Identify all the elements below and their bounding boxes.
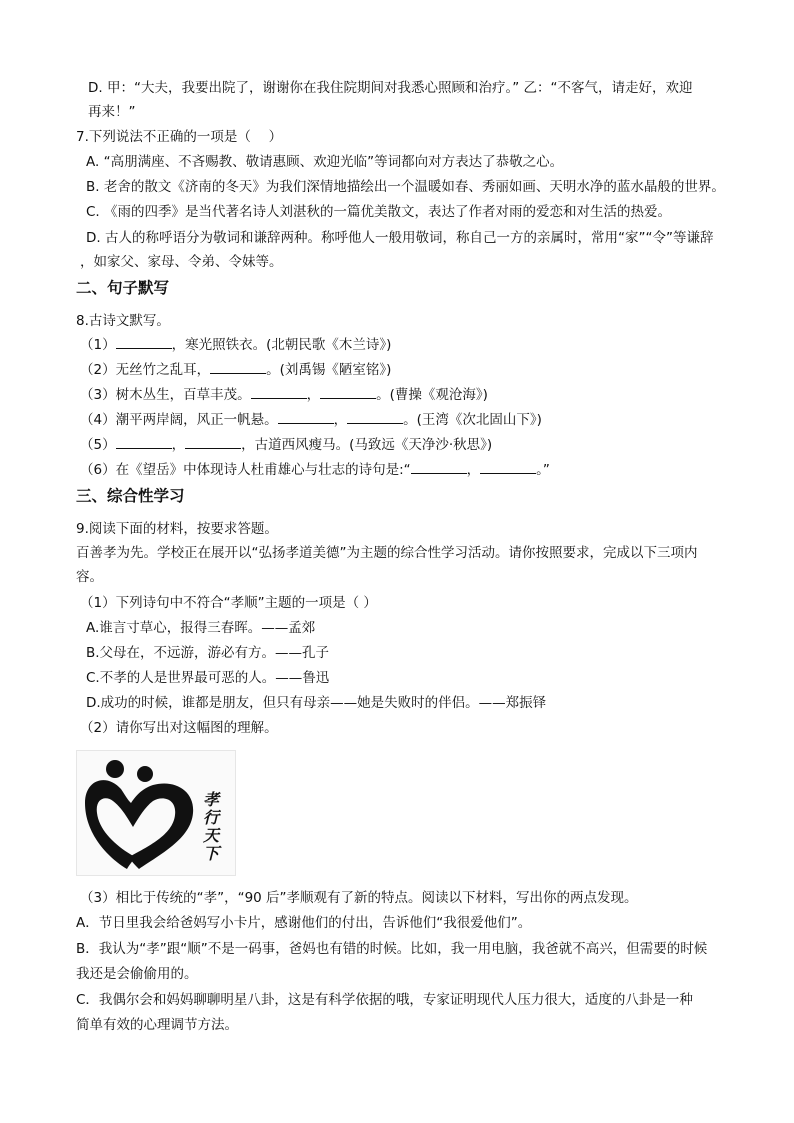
q9-part1-option-a: A.谁言寸草心，报得三春晖。——孟郊 xyxy=(86,620,316,636)
q8-item-1: （1） ，寒光照铁衣。(北朝民歌《木兰诗》) xyxy=(80,337,392,353)
q9-part3-material-a: A．节日里我会给爸妈写小卡片，感谢他们的付出，告诉他们“我很爱他们”。 xyxy=(76,915,532,931)
answer-blank[interactable] xyxy=(185,435,241,449)
answer-blank[interactable] xyxy=(278,410,334,424)
q8-item-2: （2）无丝竹之乱耳， 。(刘禹锡《陋室铭》) xyxy=(80,362,392,378)
answer-blank[interactable] xyxy=(347,410,403,424)
answer-blank[interactable] xyxy=(251,385,307,399)
filial-piety-logo-image xyxy=(76,750,236,876)
q7-option-a: A. “高朋满座、不吝赐教、敬请惠顾、欢迎光临”等词都向对方表达了恭敬之心。 xyxy=(86,154,564,170)
q6-option-d-line2: 再来！” xyxy=(88,104,136,120)
q9-part3-material-c-line1: C．我偶尔会和妈妈聊聊明星八卦，这是有科学依据的哦，专家证明现代人压力很大，适度的八卦是一种 xyxy=(76,992,693,1008)
q9-stem: 9.阅读下面的材料，按要求答题。 xyxy=(76,521,278,537)
q9-part1-option-d: D.成功的时候，谁都是朋友，但只有母亲——她是失败时的伴侣。——郑振铎 xyxy=(86,695,547,711)
q9-part3-material-c-line2: 简单有效的心理调节方法。 xyxy=(76,1017,238,1033)
q8-item-4: （4）潮平两岸阔，风正一帆悬。 ， 。(王湾《次北固山下》) xyxy=(80,412,542,428)
q9-part3-material-b-line2: 我还是会偷偷用的。 xyxy=(76,966,198,982)
q7-option-b: B. 老舍的散文《济南的冬天》为我们深情地描绘出一个温暖如春、秀丽如画、天明水净的蓝水晶般的世界。 xyxy=(86,179,725,195)
answer-blank[interactable] xyxy=(210,360,266,374)
q8-item-3: （3）树木丛生，百草丰茂。 ， 。(曹操《观沧海》) xyxy=(80,387,488,403)
q8-stem: 8.古诗文默写。 xyxy=(76,313,170,329)
q9-part2-stem: （2）请你写出对这幅图的理解。 xyxy=(80,720,278,736)
q9-part3-stem: （3）相比于传统的“孝”，“90 后”孝顺观有了新的特点。阅读以下材料，写出你的两点发现。 xyxy=(80,890,638,906)
q8-item-6: （6）在《望岳》中体现诗人杜甫雄心与壮志的诗句是:“ ， 。” xyxy=(80,462,550,478)
answer-blank[interactable] xyxy=(411,460,467,474)
q7-option-d-line2: ，如家父、家母、令弟、令妹等。 xyxy=(80,254,283,270)
q9-part1-option-b: B.父母在，不远游，游必有方。——孔子 xyxy=(86,645,330,661)
answer-blank[interactable] xyxy=(480,460,536,474)
section-title-comprehensive-study: 三、综合性学习 xyxy=(76,487,185,505)
q8-item-5: （5） ， ，古道西风瘦马。(马致远《天净沙·秋思》) xyxy=(80,437,493,453)
answer-blank[interactable] xyxy=(320,385,376,399)
q7-option-d-line1: D. 古人的称呼语分为敬词和谦辞两种。称呼他人一般用敬词，称自己一方的亲属时，常用“家”“令”等谦辞 xyxy=(86,230,714,246)
q9-intro-line2: 容。 xyxy=(76,569,103,585)
q6-option-d-line1: D. 甲：“大夫，我要出院了，谢谢你在我住院期间对我悉心照顾和治疗。” 乙：“不客气，请走好，欢迎 xyxy=(88,80,693,96)
q7-stem: 7.下列说法不正确的一项是（ ） xyxy=(76,129,283,145)
q9-part3-material-b-line1: B．我认为“孝”跟“顺”不是一码事，爸妈也有错的时候。比如，我一用电脑，我爸就不高兴，但需要的时候 xyxy=(76,941,708,957)
q7-option-c: C. 《雨的四季》是当代著名诗人刘湛秋的一篇优美散文，表达了作者对雨的爱恋和对生活的热爱。 xyxy=(86,204,672,220)
q9-part1-stem: （1）下列诗句中不符合“孝顺”主题的一项是（ ） xyxy=(80,595,377,611)
answer-blank[interactable] xyxy=(116,435,172,449)
section-title-sentence-dictation: 二、句子默写 xyxy=(76,279,170,297)
calligraphy-text: 孝 行 天 下 xyxy=(203,790,220,863)
answer-blank[interactable] xyxy=(116,335,172,349)
q9-intro-line1: 百善孝为先。学校正在展开以“弘扬孝道美德”为主题的综合性学习活动。请你按照要求，完成以下三项内 xyxy=(76,545,698,561)
q9-part1-option-c: C.不孝的人是世界最可恶的人。——鲁迅 xyxy=(86,670,330,686)
